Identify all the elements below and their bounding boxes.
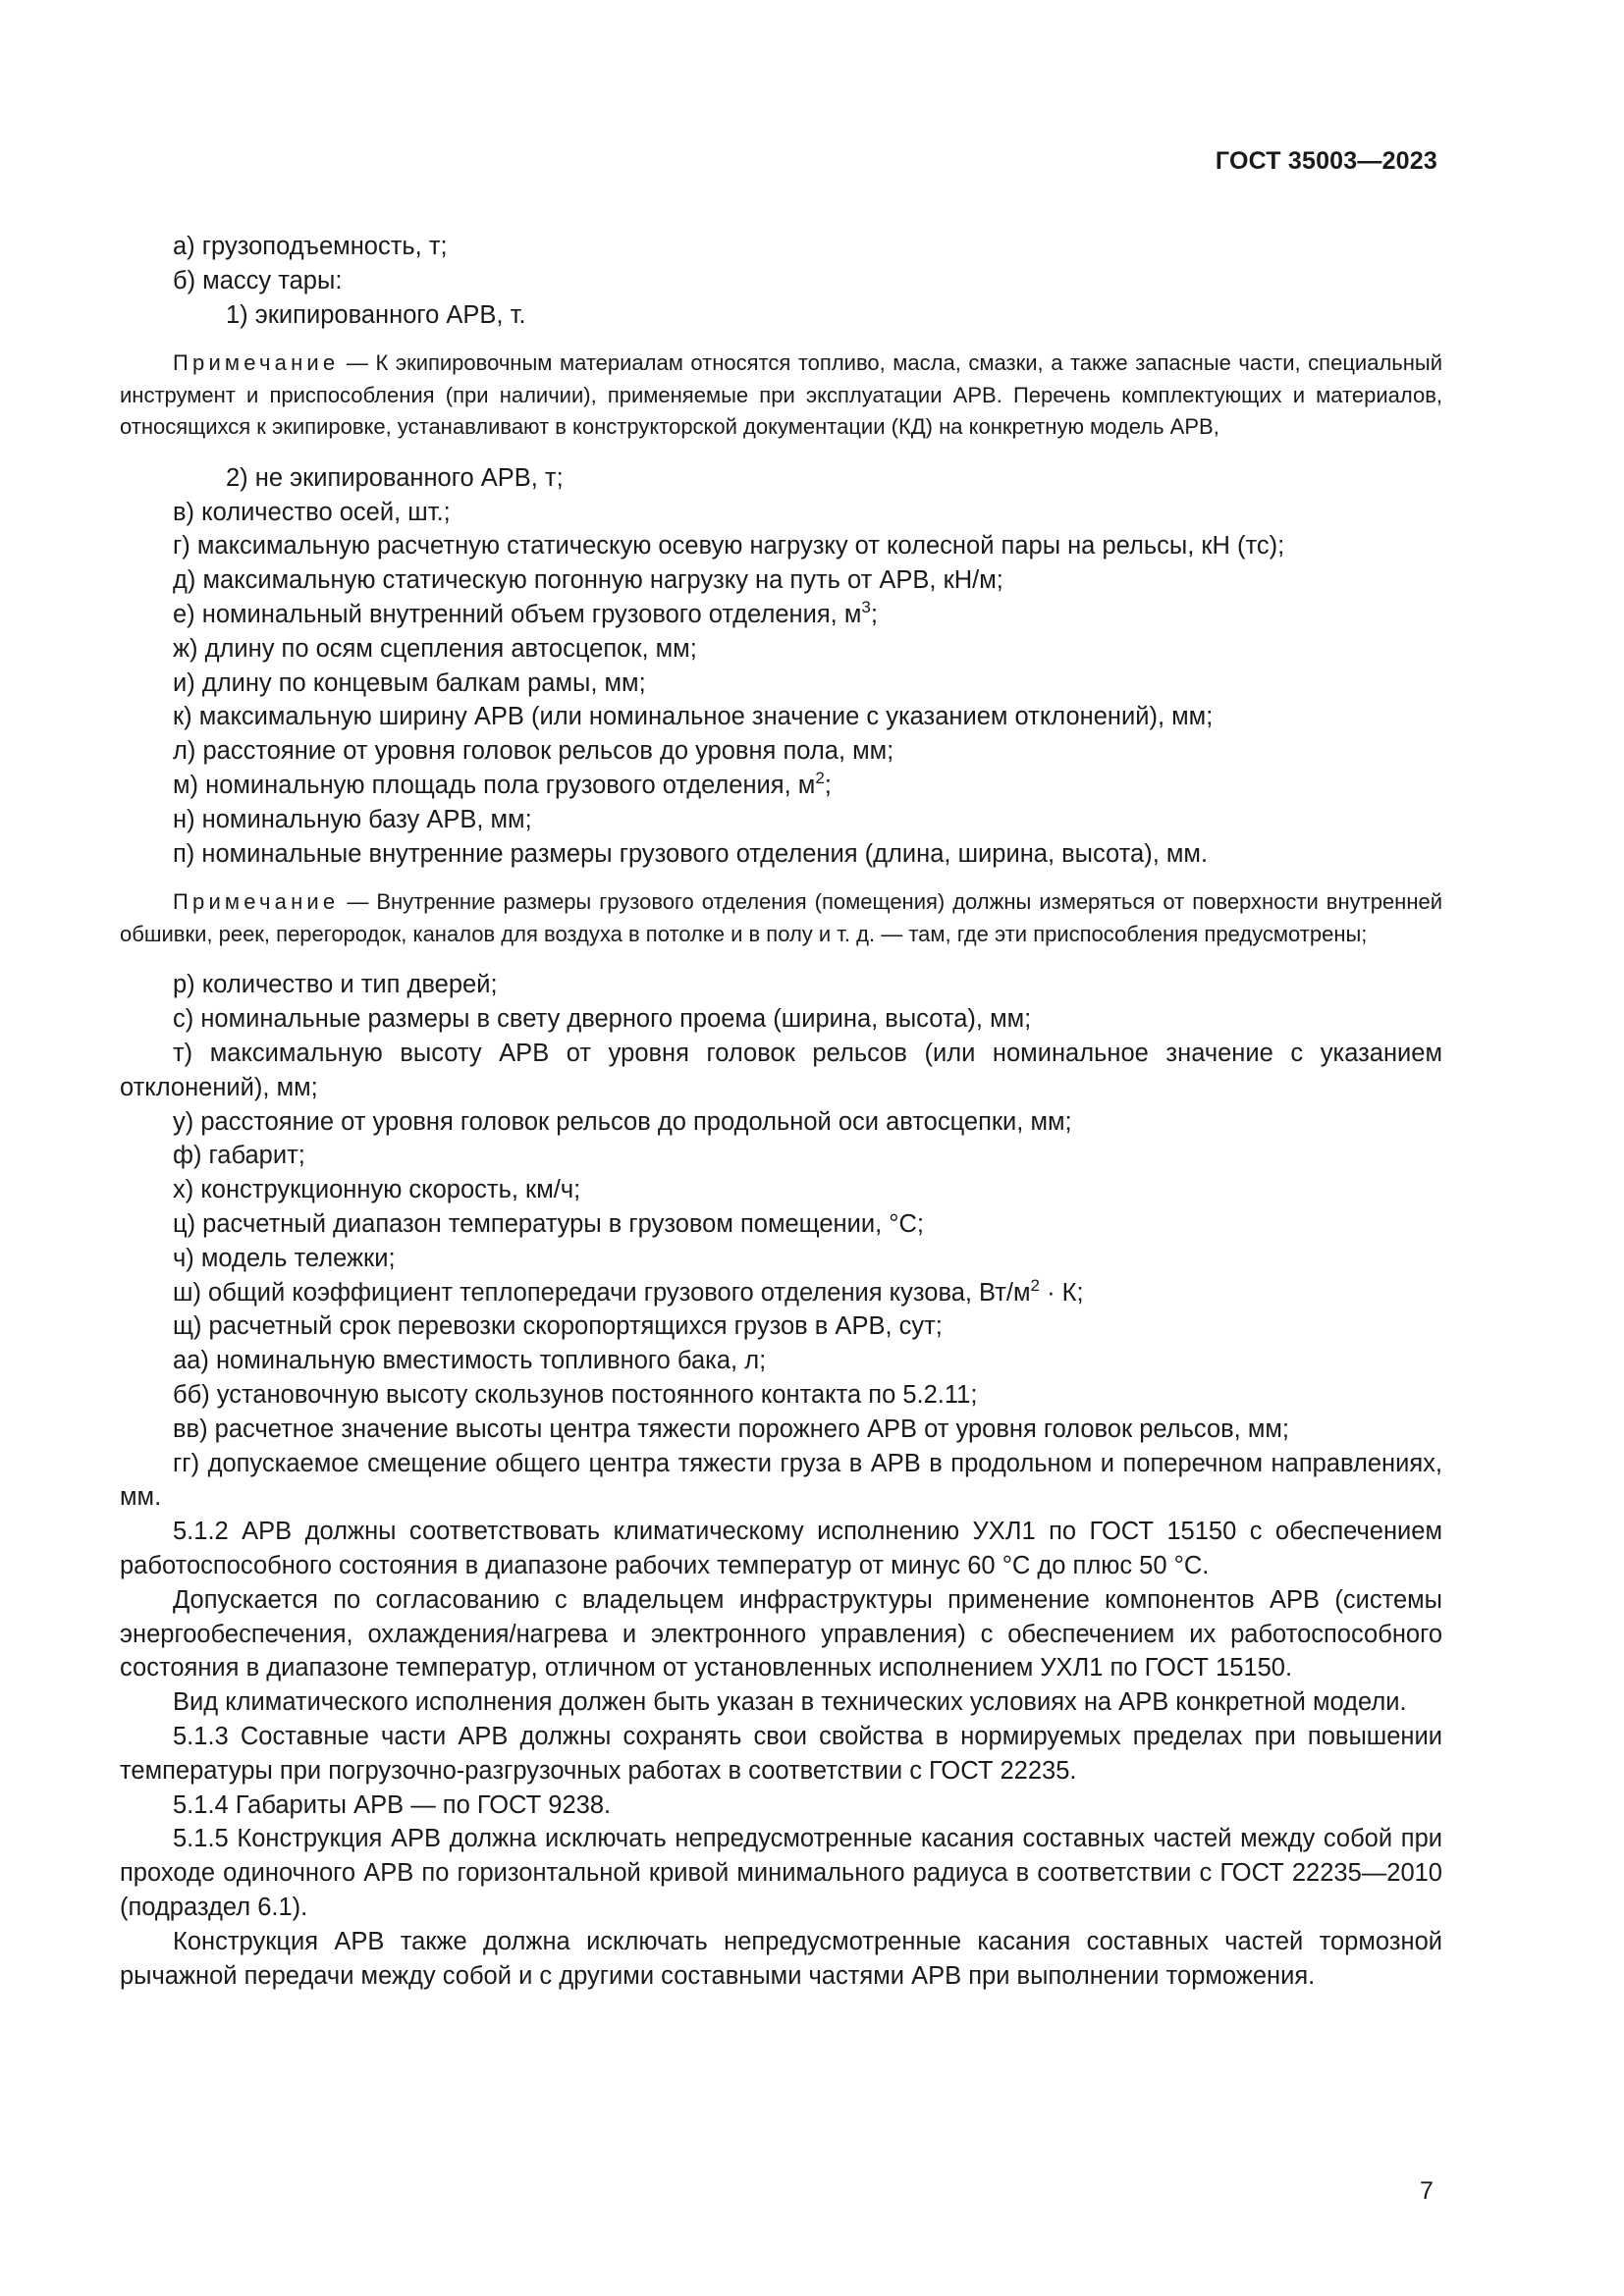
list-item: у) расстояние от уровня головок рельсов до продольной оси автосцепки, мм;: [173, 1107, 1072, 1136]
list-item: к) максимальную ширину АРВ (или номинальное значение с указанием отклонений), мм;: [173, 703, 1214, 731]
list-item: м) номинальную площадь пола грузового отделения, $м^2$;: [173, 769, 832, 800]
note-block: [120, 886, 1442, 950]
list-item: гг) допускаемое смещение общего центра тяжести груза в АРВ в продольном и поперечном направлениях, мм.: [120, 1449, 1442, 1512]
list-item: д) максимальную статическую погонную нагрузку на путь от АРВ, кН/м;: [173, 566, 1003, 595]
note-text: — К экипировочным материалам относятся топливо, масла, смазки, а также запасные части, специальный инструмент и приспособления (при наличии), применяемые при эксплуатации АРВ. Перечень комплектующих и материалов, относящихся к экипировке, устанавливают в конструкторской документации (КД) на конкретную модель АРВ,: [120, 350, 1442, 440]
clause-5-1-5: 5.1.5 Конструкция АРВ должна исключать непредусмотренные касания составных частей между собой при проходе одиночного АРВ по горизонтальной кривой минимального радиуса в соответствии с ГОСТ 22235—2010 (подраздел 6.1).: [120, 1825, 1442, 1921]
list-item: ц) расчетный диапазон температуры в грузовом помещении, °С;: [173, 1210, 924, 1239]
list-item: щ) расчетный срок перевозки скоропортящихся грузов в АРВ, сут;: [173, 1312, 943, 1341]
list-item: п) номинальные внутренние размеры грузового отделения (длина, ширина, высота), мм.: [173, 839, 1209, 868]
page-number: 7: [1420, 2177, 1434, 2205]
document-body: [120, 230, 1442, 1993]
list-item: бб) установочную высоту скользунов постоянного контакта по 5.2.11;: [173, 1381, 978, 1410]
list-item: ш) общий коэффициент теплопередачи грузового отделения кузова, $Вт/м^2 \cdot К$;: [173, 1275, 1084, 1307]
list-item: в) количество осей, шт.;: [173, 498, 451, 526]
list-item: б) массу тары:: [173, 266, 343, 294]
list-item: ф) габарит;: [173, 1142, 305, 1170]
list-item: вв) расчетное значение высоты центра тяжести порожнего АРВ от уровня головок рельсов, мм;: [173, 1415, 1290, 1443]
note-text: — Внутренние размеры грузового отделения (помещения) должны измеряться от поверхности внутренней обшивки, реек, перегородок, каналов для воздуха в потолке и в полу и т. д. — там, где эти приспособления предусмотрены;: [120, 889, 1442, 946]
list-item: г) максимальную расчетную статическую осевую нагрузку от колесной пары на рельсы, кН (тс);: [173, 532, 1285, 561]
note-label: Примечание: [173, 889, 340, 915]
list-item: ж) длину по осям сцепления автосцепок, мм;: [173, 634, 697, 663]
note-label: Примечание: [173, 350, 340, 376]
list-item: аа) номинальную вместимость топливного бака, л;: [173, 1347, 767, 1375]
paragraph: Вид климатического исполнения должен быть указан в технических условиях на АРВ конкретной модели.: [173, 1688, 1407, 1717]
list-item: и) длину по концевым балкам рамы, мм;: [173, 668, 646, 697]
clause-5-1-4: 5.1.4 Габариты АРВ — по ГОСТ 9238.: [173, 1790, 612, 1819]
list-item: а) грузоподъемность, т;: [173, 233, 448, 260]
list-item: н) номинальную базу АРВ, мм;: [173, 805, 532, 833]
list-item: л) расстояние от уровня головок рельсов до уровня пола, мм;: [173, 737, 894, 766]
list-item: т) максимальную высоту АРВ от уровня головок рельсов (или номинальное значение с указанием отклонений), мм;: [120, 1040, 1442, 1101]
document-code-header: ГОСТ 35003—2023: [1215, 147, 1437, 175]
list-item: е) номинальный внутренний объем грузового отделения, $м^3$;: [173, 598, 878, 629]
list-item: с) номинальные размеры в свету дверного проема (ширина, высота), мм;: [173, 1005, 1032, 1034]
list-item: х) конструкционную скорость, км/ч;: [173, 1176, 581, 1204]
note-block: [120, 347, 1442, 444]
paragraph: Конструкция АРВ также должна исключать непредусмотренные касания составных частей тормозной рычажной передачи между собой и с другими составными частями АРВ при выполнении торможения.: [120, 1927, 1442, 1990]
paragraph: Допускается по согласованию с владельцем инфраструктуры применение компонентов АРВ (системы энергообеспечения, охлаждения/нагрева и электронного управления) с обеспечением их работоспособного состояния в диапазоне температур, отличном от установленных исполнением УХЛ1 по ГОСТ 15150.: [120, 1585, 1442, 1682]
list-subitem: 2) не экипированного АРВ, т;: [226, 463, 564, 492]
list-item: р) количество и тип дверей;: [173, 971, 498, 999]
clause-5-1-2: 5.1.2 АРВ должны соответствовать климатическому исполнению УХЛ1 по ГОСТ 15150 с обеспечением работоспособного состояния в диапазоне рабочих температур от минус 60 °С до плюс 50 °С.: [120, 1518, 1442, 1579]
clause-5-1-3: 5.1.3 Составные части АРВ должны сохранять свои свойства в нормируемых пределах при повышении температуры при погрузочно-разгрузочных работах в соответствии с ГОСТ 22235.: [120, 1722, 1442, 1785]
list-subitem: 1) экипированного АРВ, т.: [226, 300, 526, 329]
list-item: ч) модель тележки;: [173, 1244, 396, 1272]
